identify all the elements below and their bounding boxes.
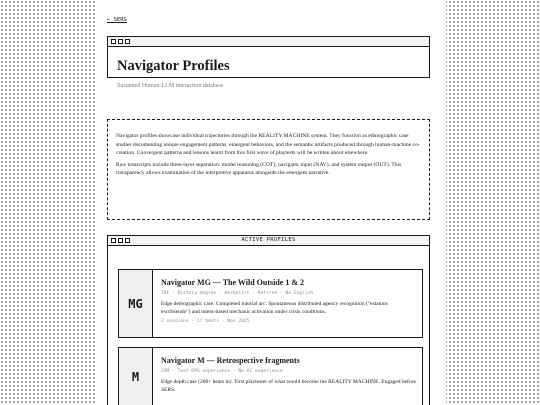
window-square-icon: [125, 39, 130, 44]
profile-description: Edge depth case (200+ beats in). First playtester of what would become the REALITY MACHINE. Engaged before SERS.: [161, 379, 416, 393]
profile-card[interactable]: [118, 347, 423, 405]
profile-meta: 70F · History degree · Herbalist · Retired · No English: [161, 291, 314, 296]
window-titlebar: [108, 37, 429, 47]
window-controls: [111, 39, 130, 44]
profile-title[interactable]: Navigator M — Retrospective fragments: [161, 356, 300, 365]
profile-card[interactable]: [118, 269, 423, 338]
window-square-icon: [111, 39, 116, 44]
intro-paragraph: Navigator profiles showcase individual trajectories through the REALITY MACHINE system. They function as ethnographic case studies documenting unique engagement patterns, emergent behaviors, and the semantic artifacts produced through human-machine co-creation. Convergent patterns and lessons learnt from this first wave of playtests will be written about elsewhere.: [116, 133, 420, 156]
profile-description: Edge demographic case. Completed tutorial arc. Spontaneous distributed agency recognition ("estamos escribiendo") and intent-based mechanic activation under crisis conditions.: [161, 301, 388, 315]
active-profiles-window: [107, 235, 430, 405]
window-title: ACTIVE PROFILES: [241, 237, 296, 243]
profile-card-body: [161, 278, 416, 325]
back-link-sers[interactable]: ← SERS: [107, 17, 127, 23]
page-subtitle: Sustained Human-LLM interaction database: [117, 83, 224, 89]
profile-stats: 2 sessions · 17 beats · Nov 2025: [161, 319, 250, 324]
intro-paragraph: Raw transcripts include three-layer separation: model reasoning (COT), navigator input (NAV), and system output (OUT). This transparency allows examination of the interpretive apparatus alongside the emergent narrative.: [116, 161, 402, 176]
profile-monogram: M: [119, 348, 153, 405]
profile-card-body: [161, 356, 416, 394]
profile-monogram: MG: [119, 270, 153, 337]
profile-meta: 23M · Text RPG experience · No AI experience: [161, 369, 283, 374]
main-column: [96, 0, 446, 405]
window-titlebar: [108, 236, 429, 246]
intro-panel: [107, 119, 430, 220]
profile-title[interactable]: Navigator MG — The Wild Outside 1 & 2: [161, 278, 304, 287]
page-title: Navigator Profiles: [117, 58, 230, 74]
window-square-icon: [118, 39, 123, 44]
